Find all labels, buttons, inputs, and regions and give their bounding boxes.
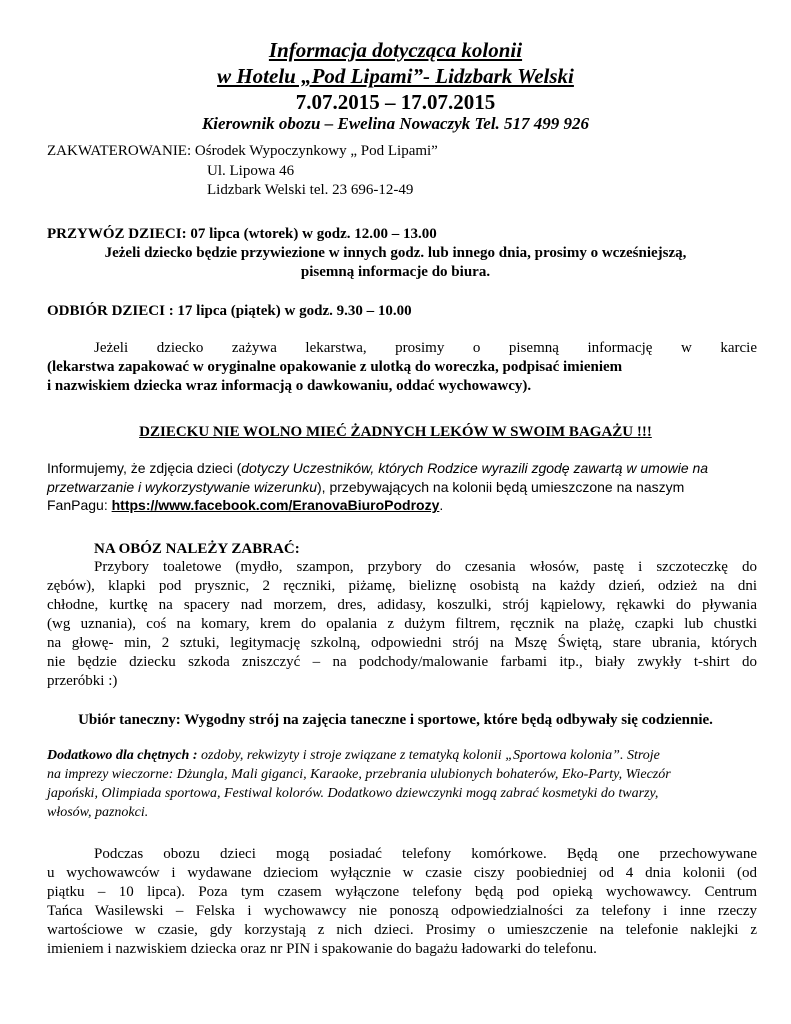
doc-title: Informacja dotycząca kolonii	[268, 38, 523, 62]
photos-line3-end: .	[439, 497, 444, 513]
accommodation-label: ZAKWATEROWANIE	[47, 143, 187, 159]
packing-line: zębów), klapki pod prysznic, 2 ręczniki, piżamę, bieliznę osobistą na każdy dzień, odzież na dni	[47, 578, 757, 594]
facebook-link[interactable]: https://www.facebook.com/EranovaBiuroPodrozy	[111, 497, 440, 513]
phones-line: u wychowawców i wydawane dzieciom wyłącznie w czasie ciszy poobiedniej od 4 dnia kolonii (od	[47, 865, 757, 881]
phones-line: Podczas obozu dzieci mogą posiadać telefony komórkowe. Będą one przechowywane	[94, 846, 757, 862]
extras-line1	[47, 748, 660, 764]
fanpage-label: FanPagu:	[47, 497, 112, 513]
packing-line: Przybory toaletowe (mydło, szampon, przybory do czesania włosów, pastę i szczoteczkę do	[94, 559, 757, 575]
accommodation-street: Ul. Lipowa 46	[207, 163, 295, 179]
pickup-title: ODBIÓR DZIECI : 17 lipca (piątek) w godz. 9.30 – 10.00	[47, 303, 412, 319]
accommodation-city: Lidzbark Welski tel. 23 696-12-49	[207, 182, 414, 198]
medicine-line3: i nazwiskiem dziecka wraz informacją o dawkowaniu, oddać wychowawcy).	[47, 378, 532, 394]
extras-line4: włosów, paznokci.	[47, 805, 149, 820]
photos-line2	[47, 479, 684, 495]
accommodation-line1	[47, 143, 438, 160]
packing-line: na głowę- min, 2 sztuki, legitymację szkolną, odpowiedni strój na Mszę Świętą, stare ubrania, których	[47, 635, 757, 651]
phones-line: piątku – 10 lipca). Poza tym czasem wyłączone telefony będą pod opieką wychowawcy. Centrum	[47, 884, 757, 900]
extras-line3: japoński, Olimpiada sportowa, Festiwal kolorów. Dodatkowo dziewczynki mogą zabrać kosmetyki do twarzy,	[47, 786, 659, 801]
dropoff-note-line1: Jeżeli dziecko będzie przywiezione w innych godz. lub innego dnia, prosimy o wcześniejszą,	[104, 245, 687, 261]
photos-line1-italic: dotyczy Uczestników, których Rodzice wyrazili zgodę zawartą w umowie na	[241, 460, 709, 476]
photos-line1-plain: Informujemy, że zdjęcia dzieci (	[47, 460, 242, 476]
camp-leader: Kierownik obozu – Ewelina Nowaczyk Tel. 517 499 926	[201, 114, 590, 133]
packing-line: (wg uznania), coś na komary, krem do opalania z dużym filtrem, ręcznik na plażę, czapki lub chustki	[47, 616, 757, 632]
dropoff-title: PRZYWÓZ DZIECI: 07 lipca (wtorek) w godz. 12.00 – 13.00	[47, 226, 437, 242]
photos-line3	[47, 497, 443, 513]
packing-last-line: przeróbki :)	[47, 673, 118, 689]
phones-last-line: imieniem i nazwiskiem dziecka oraz nr PIN i spakowanie do bagażu ładowarki do telefonu.	[47, 941, 597, 957]
medicine-warning: DZIECKU NIE WOLNO MIEĆ ŻADNYCH LEKÓW W SWOIM BAGAŻU !!!	[139, 424, 652, 440]
dance-outfit: Ubiór taneczny: Wygodny strój na zajęcia taneczne i sportowe, które będą odbywały się codziennie.	[78, 712, 713, 728]
accommodation-name: : Ośrodek Wypoczynkowy „ Pod Lipami”	[186, 143, 438, 159]
packing-line: nie będzie dziecku szkoda zniszczyć – na podchody/malowanie farbami itp., biały zwykły t-shirt do	[47, 654, 757, 670]
doc-subtitle: w Hotelu „Pod Lipami”- Lidzbark Welski	[217, 64, 574, 88]
photos-line2-plain: ), przebywających na kolonii będą umieszczone na naszym	[317, 479, 685, 495]
packing-title: NA OBÓZ NALEŻY ZABRAĆ:	[94, 541, 300, 557]
dropoff-note-line2: pisemną informacje do biura.	[300, 264, 491, 280]
phones-line: wartościowe w czasie, gdy korzystają z nich dzieci. Prosimy o umieszczenie na telefonie naklejki z	[47, 922, 757, 938]
extras-label: Dodatkowo dla chętnych :	[47, 748, 198, 763]
medicine-line1: Jeżeli dziecko zażywa lekarstwa, prosimy o pisemną informację w karcie	[94, 340, 757, 356]
doc-dates: 7.07.2015 – 17.07.2015	[295, 90, 496, 114]
packing-line: chłodne, kurtkę na spacery nad morzem, dres, adidasy, koszulki, strój kąpielowy, rękawki do pływania	[47, 597, 757, 613]
phones-line: Tańca Wasilewski – Felska i wychowawcy nie ponoszą odpowiedzialności za telefony i inne rzeczy	[47, 903, 757, 919]
photos-line2-italic: przetwarzanie i wykorzystywanie wizerunku	[47, 479, 317, 495]
extras-line2: na imprezy wieczorne: Dżungla, Mali giganci, Karaoke, przebrania ulubionych bohaterów, Eko-Party, Wieczór	[47, 767, 671, 782]
photos-line1	[47, 460, 708, 476]
medicine-line2: (lekarstwa zapakować w oryginalne opakowanie z ulotką do woreczka, podpisać imieniem	[47, 359, 623, 375]
extras-line1-text: ozdoby, rekwizyty i stroje związane z tematyką kolonii „Sportowa kolonia”. Stroje	[197, 748, 660, 763]
